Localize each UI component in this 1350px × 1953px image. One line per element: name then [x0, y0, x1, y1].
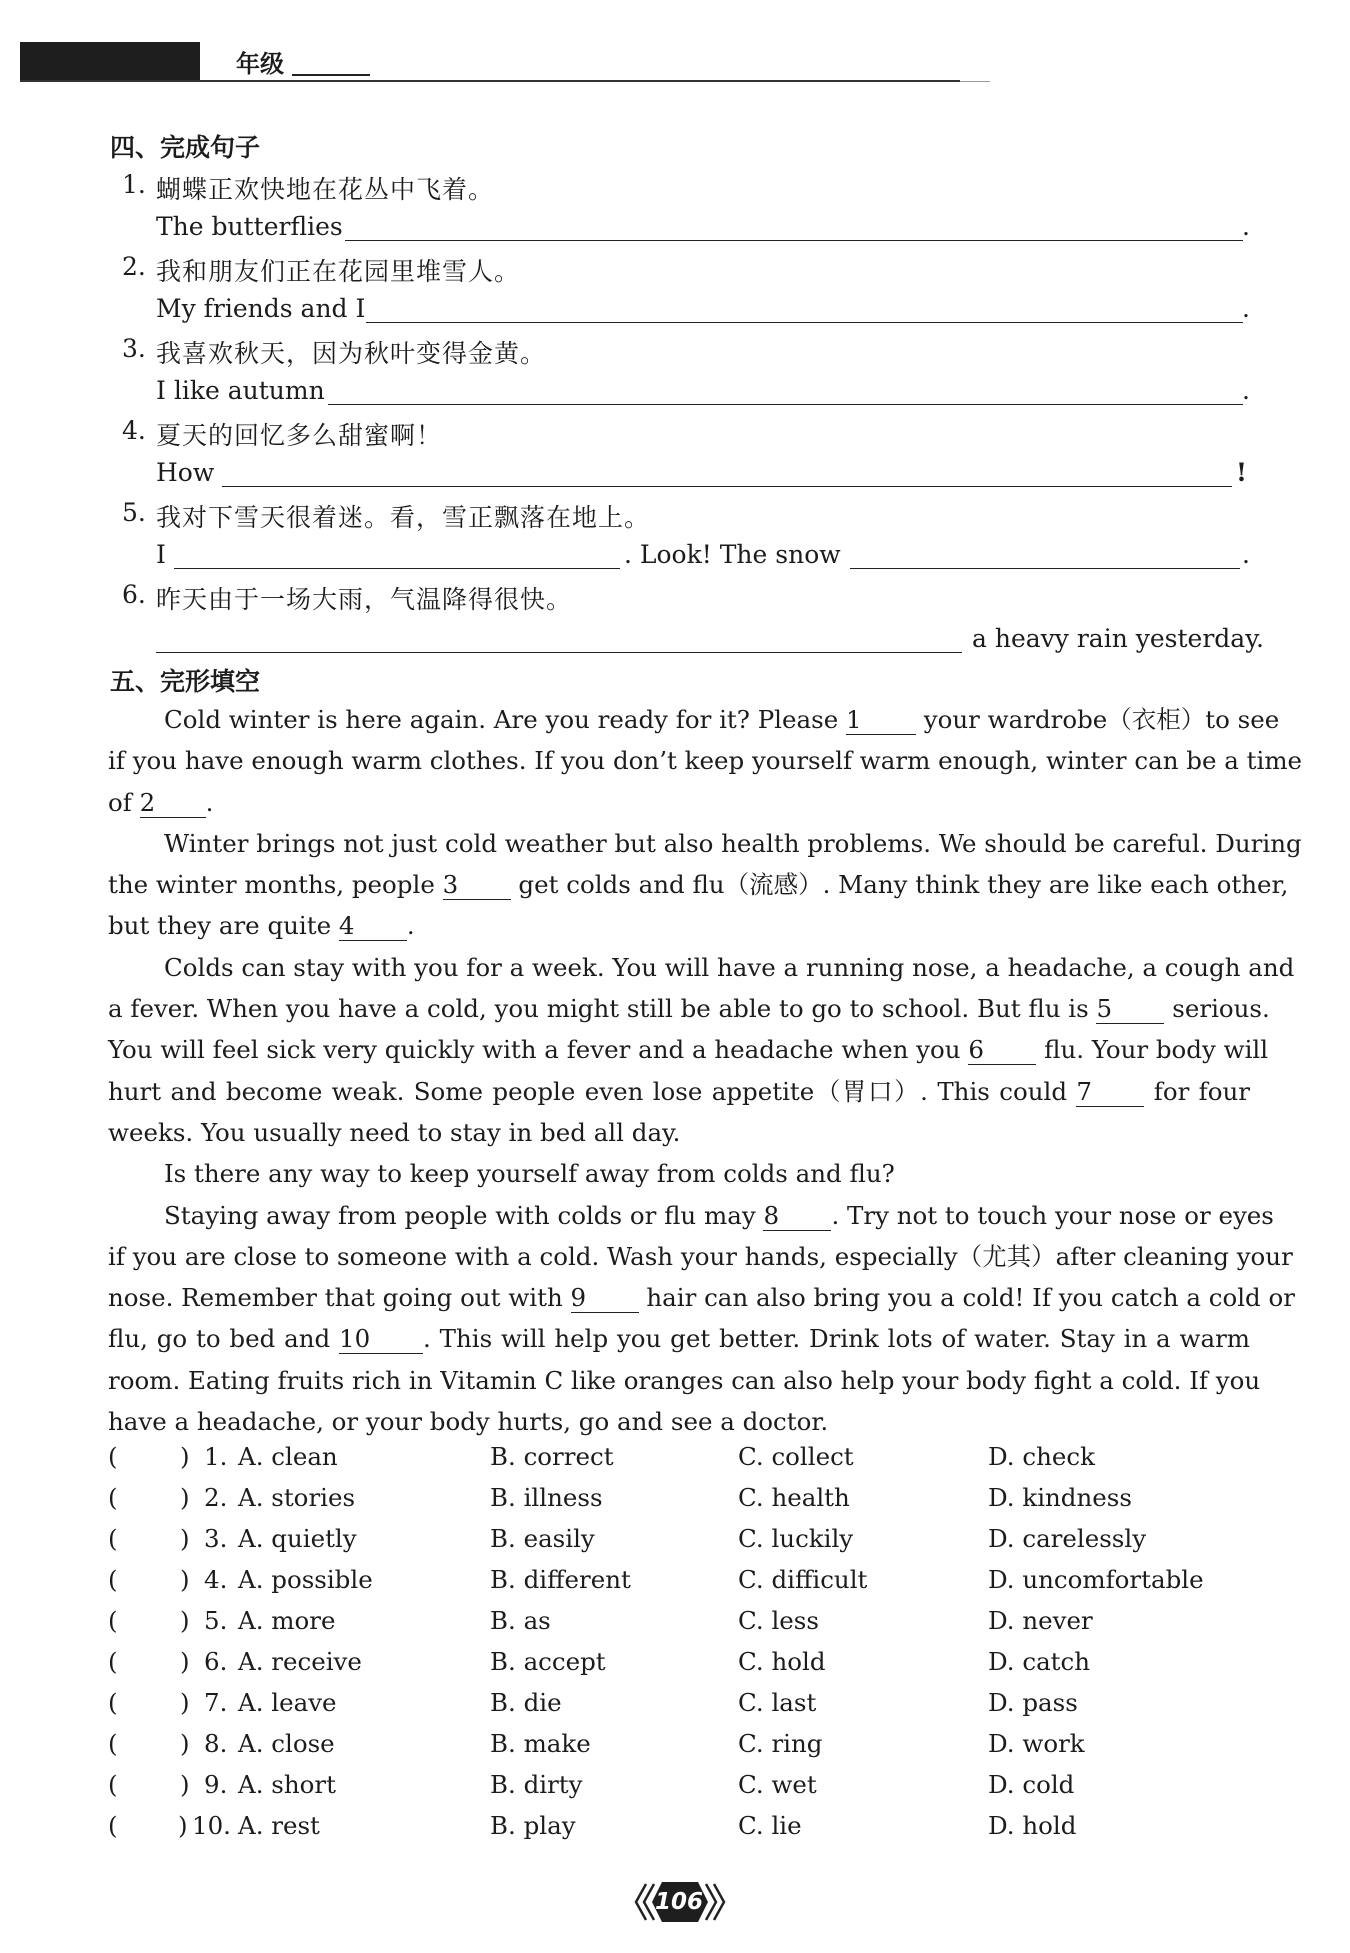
passage-text: . [205, 787, 214, 817]
option-number: 9. [204, 1770, 228, 1799]
option-row [108, 1606, 1258, 1644]
answer-bracket-close: ) [180, 1606, 190, 1635]
item-middle: . Look! The snow [624, 540, 841, 569]
answer-bracket-close: ) [180, 1729, 190, 1758]
option-a: A. clean [238, 1442, 338, 1471]
cloze-blank-7[interactable]: 7 [1076, 1078, 1144, 1107]
option-b: B. correct [490, 1442, 614, 1471]
passage-text: hair can also bring you a cold! If you catch a cold or [646, 1283, 1295, 1313]
item-number: 6. [122, 580, 146, 609]
option-d: D. cold [988, 1770, 1075, 1799]
option-number: 8. [204, 1729, 228, 1758]
passage-text: Winter brings not just cold weather but also health problems. We should be careful. During [164, 828, 1302, 858]
option-a: A. rest [238, 1811, 320, 1840]
option-d: D. hold [988, 1811, 1077, 1840]
option-row [108, 1524, 1258, 1562]
option-c: C. collect [738, 1442, 854, 1471]
item-prefix: My friends and I [156, 294, 366, 323]
option-d: D. uncomfortable [988, 1565, 1204, 1594]
option-b: B. as [490, 1606, 551, 1635]
passage-text: of [108, 787, 132, 817]
answer-line-6[interactable] [156, 652, 962, 653]
option-number: 7. [204, 1688, 228, 1717]
item-end: ! [1236, 458, 1247, 487]
passage-text: have a headache, or your body hurts, go and see a doctor. [108, 1407, 829, 1437]
answer-line-3[interactable] [328, 404, 1243, 405]
item-prefix: I like autumn [156, 376, 325, 405]
answer-bracket-close: ) [180, 1688, 190, 1717]
answer-bracket-open[interactable]: ( [108, 1524, 118, 1553]
passage-text: Colds can stay with you for a week. You will have a running nose, a headache, a cough and [164, 952, 1295, 982]
option-b: B. die [490, 1688, 562, 1717]
grade-label: 年级 [236, 50, 284, 78]
answer-bracket-open[interactable]: ( [108, 1442, 118, 1471]
option-b: B. easily [490, 1524, 595, 1553]
item-number: 5. [122, 498, 146, 527]
option-b: B. make [490, 1729, 591, 1758]
answer-bracket-close: ) [180, 1483, 190, 1512]
option-c: C. health [738, 1483, 850, 1512]
item-end: . [1242, 294, 1250, 323]
answer-bracket-close: ) [180, 1524, 190, 1553]
answer-line-2[interactable] [366, 322, 1243, 323]
passage-text: a fever. When you have a cold, you might still be able to go to school. But flu is [108, 994, 1089, 1024]
option-a: A. leave [238, 1688, 337, 1717]
item-number: 4. [122, 416, 146, 445]
cloze-blank-9[interactable]: 9 [571, 1284, 639, 1313]
item-end: . [1242, 376, 1250, 405]
passage-text: but they are quite [108, 911, 332, 941]
answer-bracket-open[interactable]: ( [108, 1770, 118, 1799]
option-a: A. receive [238, 1647, 362, 1676]
option-row [108, 1811, 1258, 1849]
section-5-title: 五、完形填空 [110, 667, 261, 696]
answer-line-1[interactable] [345, 240, 1243, 241]
option-number: 4. [204, 1565, 228, 1594]
option-b: B. different [490, 1565, 631, 1594]
answer-line-5b[interactable] [850, 568, 1240, 569]
option-number: 3. [204, 1524, 228, 1553]
passage-text: . This will help you get better. Drink lots of water. Stay in a warm [423, 1324, 1251, 1354]
item-end: . [1242, 540, 1250, 569]
option-d: D. catch [988, 1647, 1091, 1676]
grade-input-line[interactable] [292, 74, 370, 76]
item-chinese: 昨天由于一场大雨，气温降得很快。 [156, 585, 573, 614]
passage-text: . Try not to touch your nose or eyes [831, 1200, 1274, 1230]
option-a: A. possible [238, 1565, 373, 1594]
passage-text: for four [1153, 1076, 1250, 1106]
option-c: C. last [738, 1688, 817, 1717]
cloze-blank-5[interactable]: 5 [1096, 995, 1164, 1024]
answer-bracket-open[interactable]: ( [108, 1483, 118, 1512]
option-row [108, 1442, 1258, 1480]
passage-text: Staying away from people with colds or flu may [164, 1200, 756, 1230]
answer-bracket-open[interactable]: ( [108, 1606, 118, 1635]
item-number: 3. [122, 334, 146, 363]
item-suffix: a heavy rain yesterday. [972, 624, 1264, 653]
passage-text: You will feel sick very quickly with a fever and a headache when you [108, 1035, 961, 1065]
cloze-passage [108, 699, 1303, 1442]
option-d: D. carelessly [988, 1524, 1147, 1553]
passage-text: Is there any way to keep yourself away from colds and flu? [164, 1159, 895, 1189]
cloze-blank-4[interactable]: 4 [339, 912, 407, 941]
passage-text: if you have enough warm clothes. If you don’t keep yourself warm enough, winter can be a time [108, 746, 1303, 776]
option-c: C. hold [738, 1647, 826, 1676]
item-chinese: 蝴蝶正欢快地在花丛中飞着。 [156, 175, 495, 204]
passage-text: flu. Your body will [1044, 1035, 1269, 1065]
option-b: B. dirty [490, 1770, 583, 1799]
passage-text: get colds and flu（流感）. Many think they are like each other, [518, 870, 1289, 900]
item-prefix: How [156, 458, 215, 487]
option-c: C. difficult [738, 1565, 868, 1594]
passage-text: if you are close to someone with a cold. Wash your hands, especially（尤其）after cleaning your [108, 1241, 1293, 1271]
option-row [108, 1688, 1258, 1726]
item-number: 1. [122, 170, 146, 199]
option-d: D. pass [988, 1688, 1078, 1717]
item-chinese: 夏天的回忆多么甜蜜啊！ [156, 421, 443, 450]
answer-bracket-open[interactable]: ( [108, 1729, 118, 1758]
answer-bracket-open[interactable]: ( [108, 1811, 118, 1840]
option-row [108, 1483, 1258, 1521]
passage-text: Cold winter is here again. Are you ready for it? Please [164, 705, 839, 734]
item-chinese: 我喜欢秋天，因为秋叶变得金黄。 [156, 339, 547, 368]
passage-text: hurt and become weak. Some people even lose appetite（胃口）. This could [108, 1076, 1067, 1106]
option-c: C. lie [738, 1811, 802, 1840]
option-a: A. close [238, 1729, 335, 1758]
item-prefix: The butterflies [156, 212, 343, 241]
header-bar [20, 42, 200, 80]
answer-bracket-open[interactable]: ( [108, 1647, 118, 1676]
option-number: 10. [192, 1811, 231, 1840]
option-row [108, 1729, 1258, 1767]
answer-line-5a[interactable] [174, 568, 620, 569]
passage-text: the winter months, people [108, 870, 435, 900]
page-number: 106 [654, 1889, 703, 1915]
cloze-blank-6[interactable]: 6 [968, 1036, 1036, 1065]
item-chinese: 我和朋友们正在花园里堆雪人。 [156, 257, 521, 286]
option-a: A. more [238, 1606, 336, 1635]
page-number-badge [632, 1876, 728, 1928]
cloze-blank-2[interactable]: 2 [140, 789, 206, 818]
passage-text: . [406, 911, 415, 941]
header-divider [20, 80, 960, 82]
answer-bracket-close: ) [178, 1811, 188, 1840]
cloze-blank-1[interactable]: 1 [846, 706, 916, 735]
passage-text: flu, go to bed and [108, 1324, 331, 1354]
item-chinese: 我对下雪天很着迷。看，雪正飘落在地上。 [156, 503, 651, 532]
option-b: B. illness [490, 1483, 603, 1512]
option-a: A. stories [238, 1483, 356, 1512]
answer-bracket-close: ) [180, 1647, 190, 1676]
header-divider-tail [960, 81, 990, 82]
option-row [108, 1770, 1258, 1808]
option-d: D. never [988, 1606, 1093, 1635]
option-c: C. luckily [738, 1524, 854, 1553]
answer-bracket-close: ) [180, 1442, 190, 1471]
answer-line-4[interactable] [222, 486, 1232, 487]
cloze-blank-3[interactable]: 3 [443, 871, 511, 900]
option-d: D. kindness [988, 1483, 1132, 1512]
option-a: A. short [238, 1770, 336, 1799]
option-row [108, 1647, 1258, 1685]
option-d: D. work [988, 1729, 1085, 1758]
option-number: 5. [204, 1606, 228, 1635]
cloze-blank-10[interactable]: 10 [339, 1325, 423, 1354]
option-b: B. play [490, 1811, 576, 1840]
answer-bracket-open[interactable]: ( [108, 1688, 118, 1717]
item-number: 2. [122, 252, 146, 281]
option-a: A. quietly [238, 1524, 357, 1553]
option-row [108, 1565, 1258, 1603]
passage-text: weeks. You usually need to stay in bed all day. [108, 1117, 681, 1147]
item-end: . [1242, 212, 1250, 241]
passage-text: serious. [1172, 994, 1270, 1024]
answer-bracket-open[interactable]: ( [108, 1565, 118, 1594]
passage-text: your wardrobe（衣柜）to see [923, 705, 1280, 734]
answer-bracket-close: ) [180, 1770, 190, 1799]
passage-text: room. Eating fruits rich in Vitamin C like oranges can also help your body fight a cold. If you [108, 1365, 1261, 1395]
option-b: B. accept [490, 1647, 606, 1676]
section-4-title: 四、完成句子 [110, 133, 261, 162]
option-c: C. less [738, 1606, 819, 1635]
option-c: C. ring [738, 1729, 823, 1758]
passage-text: nose. Remember that going out with [108, 1283, 563, 1313]
cloze-blank-8[interactable]: 8 [763, 1202, 831, 1231]
option-d: D. check [988, 1442, 1095, 1471]
option-c: C. wet [738, 1770, 817, 1799]
option-number: 1. [204, 1442, 228, 1471]
item-prefix: I [156, 540, 166, 569]
option-number: 6. [204, 1647, 228, 1676]
option-number: 2. [204, 1483, 228, 1512]
answer-bracket-close: ) [180, 1565, 190, 1594]
